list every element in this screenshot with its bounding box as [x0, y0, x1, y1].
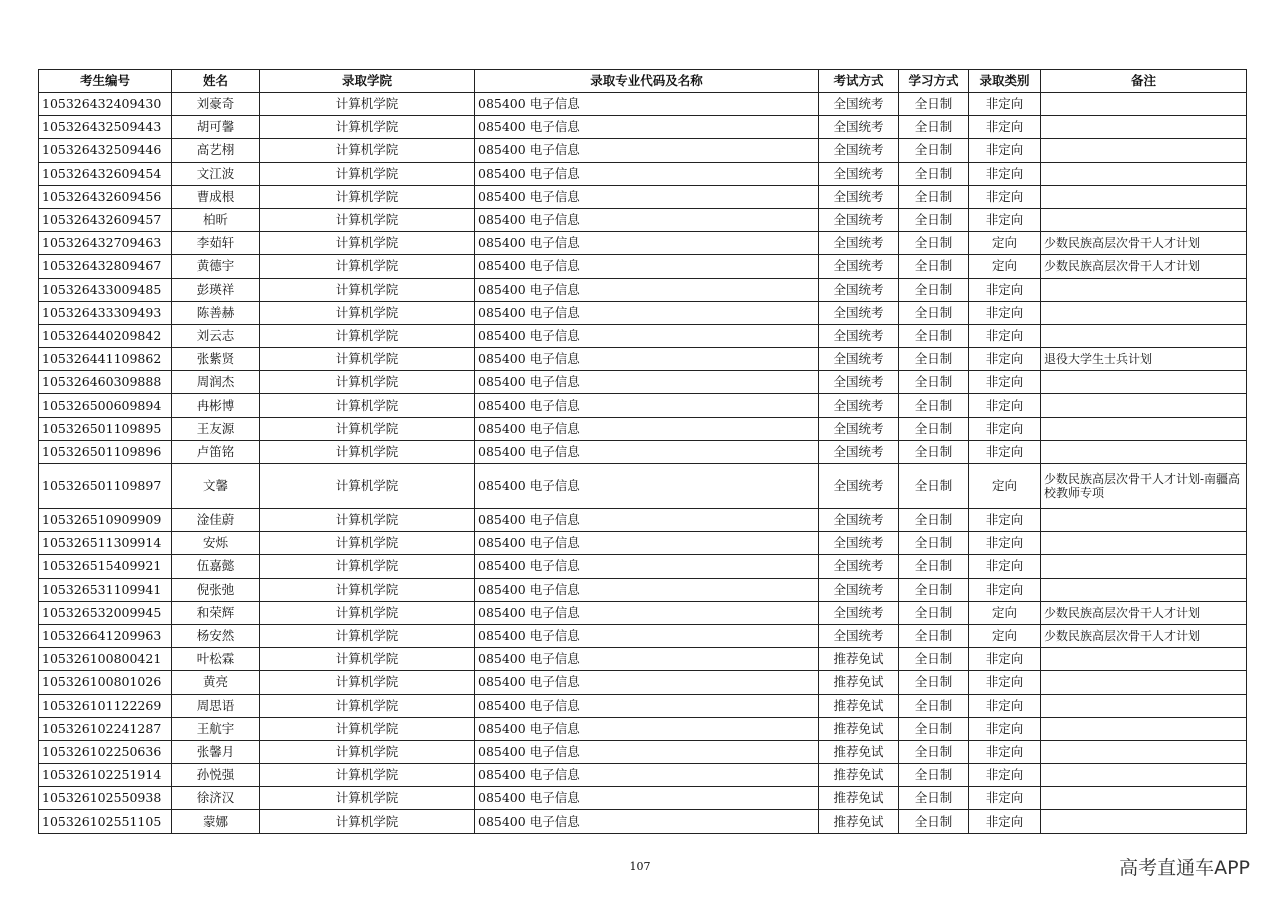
cell-major: 085400 电子信息: [475, 764, 819, 787]
cell-college: 计算机学院: [260, 578, 475, 601]
cell-admission-category: 非定向: [969, 185, 1041, 208]
cell-study-mode: 全日制: [899, 394, 969, 417]
cell-admission-category: 非定向: [969, 578, 1041, 601]
cell-college: 计算机学院: [260, 764, 475, 787]
cell-candidate-id: 105326102251914: [39, 764, 172, 787]
table-row: [39, 532, 1247, 555]
cell-candidate-id: 105326532009945: [39, 601, 172, 624]
table-row: [39, 694, 1247, 717]
cell-admission-category: 非定向: [969, 440, 1041, 463]
cell-name: 刘豪奇: [172, 93, 260, 116]
cell-name: 冉彬博: [172, 394, 260, 417]
cell-major: 085400 电子信息: [475, 348, 819, 371]
cell-exam-type: 全国统考: [819, 601, 899, 624]
cell-major: 085400 电子信息: [475, 601, 819, 624]
cell-study-mode: 全日制: [899, 440, 969, 463]
cell-major: 085400 电子信息: [475, 532, 819, 555]
table-row: [39, 671, 1247, 694]
cell-exam-type: 全国统考: [819, 348, 899, 371]
cell-exam-type: 全国统考: [819, 162, 899, 185]
cell-study-mode: 全日制: [899, 348, 969, 371]
cell-admission-category: 非定向: [969, 787, 1041, 810]
cell-major: 085400 电子信息: [475, 787, 819, 810]
table-row: [39, 509, 1247, 532]
cell-college: 计算机学院: [260, 555, 475, 578]
cell-admission-category: 非定向: [969, 717, 1041, 740]
table-row: [39, 185, 1247, 208]
cell-exam-type: 全国统考: [819, 255, 899, 278]
table-row: [39, 208, 1247, 231]
cell-major: 085400 电子信息: [475, 671, 819, 694]
cell-name: 陈善赫: [172, 301, 260, 324]
cell-major: 085400 电子信息: [475, 278, 819, 301]
table-row: [39, 324, 1247, 347]
cell-study-mode: 全日制: [899, 116, 969, 139]
table-row: [39, 578, 1247, 601]
page-number: 107: [629, 860, 651, 873]
table-row: [39, 601, 1247, 624]
table-row: [39, 255, 1247, 278]
cell-remarks: [1041, 93, 1247, 116]
cell-name: 卢笛铭: [172, 440, 260, 463]
cell-exam-type: 全国统考: [819, 278, 899, 301]
cell-college: 计算机学院: [260, 278, 475, 301]
cell-name: 徐济汉: [172, 787, 260, 810]
table-row: [39, 417, 1247, 440]
cell-remarks: [1041, 394, 1247, 417]
cell-exam-type: 全国统考: [819, 208, 899, 231]
cell-college: 计算机学院: [260, 394, 475, 417]
cell-candidate-id: 105326432509443: [39, 116, 172, 139]
header-name: 姓名: [172, 70, 260, 93]
cell-study-mode: 全日制: [899, 694, 969, 717]
cell-college: 计算机学院: [260, 93, 475, 116]
cell-major: 085400 电子信息: [475, 555, 819, 578]
cell-candidate-id: 105326501109897: [39, 464, 172, 509]
cell-study-mode: 全日制: [899, 764, 969, 787]
cell-study-mode: 全日制: [899, 671, 969, 694]
cell-exam-type: 全国统考: [819, 624, 899, 647]
cell-name: 叶松霖: [172, 648, 260, 671]
cell-exam-type: 全国统考: [819, 578, 899, 601]
table-row: [39, 648, 1247, 671]
cell-candidate-id: 105326440209842: [39, 324, 172, 347]
cell-major: 085400 电子信息: [475, 394, 819, 417]
table-row: [39, 162, 1247, 185]
cell-major: 085400 电子信息: [475, 162, 819, 185]
cell-admission-category: 非定向: [969, 162, 1041, 185]
cell-exam-type: 全国统考: [819, 555, 899, 578]
cell-major: 085400 电子信息: [475, 464, 819, 509]
cell-name: 柏昕: [172, 208, 260, 231]
cell-college: 计算机学院: [260, 162, 475, 185]
cell-study-mode: 全日制: [899, 301, 969, 324]
cell-admission-category: 非定向: [969, 509, 1041, 532]
cell-admission-category: 非定向: [969, 532, 1041, 555]
cell-college: 计算机学院: [260, 139, 475, 162]
cell-major: 085400 电子信息: [475, 255, 819, 278]
cell-study-mode: 全日制: [899, 532, 969, 555]
cell-major: 085400 电子信息: [475, 578, 819, 601]
cell-study-mode: 全日制: [899, 648, 969, 671]
cell-study-mode: 全日制: [899, 578, 969, 601]
cell-remarks: [1041, 162, 1247, 185]
cell-exam-type: 全国统考: [819, 185, 899, 208]
cell-admission-category: 非定向: [969, 648, 1041, 671]
cell-college: 计算机学院: [260, 208, 475, 231]
cell-remarks: [1041, 278, 1247, 301]
cell-exam-type: 推荐免试: [819, 787, 899, 810]
table-row: [39, 764, 1247, 787]
cell-admission-category: 非定向: [969, 810, 1041, 833]
cell-remarks: [1041, 371, 1247, 394]
cell-name: 周思语: [172, 694, 260, 717]
table-row: [39, 348, 1247, 371]
cell-study-mode: 全日制: [899, 624, 969, 647]
cell-candidate-id: 105326102241287: [39, 717, 172, 740]
cell-candidate-id: 105326500609894: [39, 394, 172, 417]
header-candidate-id: 考生编号: [39, 70, 172, 93]
cell-name: 安烁: [172, 532, 260, 555]
cell-remarks: 退役大学生士兵计划: [1041, 348, 1247, 371]
cell-exam-type: 推荐免试: [819, 717, 899, 740]
cell-name: 文江波: [172, 162, 260, 185]
cell-name: 倪张弛: [172, 578, 260, 601]
table-row: [39, 371, 1247, 394]
cell-college: 计算机学院: [260, 717, 475, 740]
table-row: [39, 440, 1247, 463]
cell-exam-type: 全国统考: [819, 532, 899, 555]
cell-study-mode: 全日制: [899, 509, 969, 532]
header-college: 录取学院: [260, 70, 475, 93]
cell-college: 计算机学院: [260, 255, 475, 278]
cell-study-mode: 全日制: [899, 601, 969, 624]
cell-college: 计算机学院: [260, 324, 475, 347]
cell-candidate-id: 105326433009485: [39, 278, 172, 301]
cell-remarks: [1041, 532, 1247, 555]
cell-candidate-id: 105326510909909: [39, 509, 172, 532]
table-row: [39, 717, 1247, 740]
cell-major: 085400 电子信息: [475, 509, 819, 532]
cell-admission-category: 非定向: [969, 208, 1041, 231]
cell-candidate-id: 105326460309888: [39, 371, 172, 394]
cell-remarks: [1041, 578, 1247, 601]
cell-study-mode: 全日制: [899, 417, 969, 440]
cell-college: 计算机学院: [260, 509, 475, 532]
cell-exam-type: 全国统考: [819, 93, 899, 116]
cell-exam-type: 推荐免试: [819, 694, 899, 717]
cell-major: 085400 电子信息: [475, 139, 819, 162]
cell-college: 计算机学院: [260, 232, 475, 255]
cell-exam-type: 全国统考: [819, 371, 899, 394]
cell-exam-type: 全国统考: [819, 324, 899, 347]
cell-candidate-id: 105326101122269: [39, 694, 172, 717]
cell-candidate-id: 105326432809467: [39, 255, 172, 278]
cell-candidate-id: 105326511309914: [39, 532, 172, 555]
header-major: 录取专业代码及名称: [475, 70, 819, 93]
cell-remarks: [1041, 185, 1247, 208]
cell-remarks: [1041, 810, 1247, 833]
cell-candidate-id: 105326641209963: [39, 624, 172, 647]
cell-admission-category: 非定向: [969, 348, 1041, 371]
cell-name: 高艺栩: [172, 139, 260, 162]
cell-remarks: [1041, 671, 1247, 694]
cell-candidate-id: 105326432609454: [39, 162, 172, 185]
cell-major: 085400 电子信息: [475, 810, 819, 833]
cell-candidate-id: 105326501109896: [39, 440, 172, 463]
cell-candidate-id: 105326432409430: [39, 93, 172, 116]
cell-study-mode: 全日制: [899, 371, 969, 394]
cell-exam-type: 推荐免试: [819, 740, 899, 763]
cell-college: 计算机学院: [260, 371, 475, 394]
cell-admission-category: 非定向: [969, 93, 1041, 116]
cell-candidate-id: 105326531109941: [39, 578, 172, 601]
cell-name: 黄德宇: [172, 255, 260, 278]
cell-name: 蒙娜: [172, 810, 260, 833]
cell-study-mode: 全日制: [899, 717, 969, 740]
cell-college: 计算机学院: [260, 440, 475, 463]
cell-admission-category: 定向: [969, 464, 1041, 509]
cell-name: 伍嘉懿: [172, 555, 260, 578]
cell-major: 085400 电子信息: [475, 232, 819, 255]
cell-name: 王航宇: [172, 717, 260, 740]
cell-exam-type: 推荐免试: [819, 648, 899, 671]
cell-major: 085400 电子信息: [475, 301, 819, 324]
cell-remarks: [1041, 694, 1247, 717]
watermark: 高考直通车APP: [1119, 857, 1250, 879]
table-row: [39, 301, 1247, 324]
cell-admission-category: 非定向: [969, 116, 1041, 139]
cell-admission-category: 非定向: [969, 371, 1041, 394]
cell-name: 淦佳蔚: [172, 509, 260, 532]
cell-remarks: 少数民族高层次骨干人才计划-南疆高校教师专项: [1041, 464, 1247, 509]
cell-name: 曹成根: [172, 185, 260, 208]
cell-study-mode: 全日制: [899, 810, 969, 833]
cell-college: 计算机学院: [260, 116, 475, 139]
cell-name: 李茹轩: [172, 232, 260, 255]
cell-name: 王友源: [172, 417, 260, 440]
cell-major: 085400 电子信息: [475, 694, 819, 717]
admission-table: [38, 69, 1247, 834]
cell-college: 计算机学院: [260, 694, 475, 717]
cell-college: 计算机学院: [260, 601, 475, 624]
cell-name: 张紫贤: [172, 348, 260, 371]
cell-college: 计算机学院: [260, 648, 475, 671]
cell-study-mode: 全日制: [899, 93, 969, 116]
cell-admission-category: 非定向: [969, 324, 1041, 347]
cell-major: 085400 电子信息: [475, 717, 819, 740]
cell-candidate-id: 105326100801026: [39, 671, 172, 694]
header-remarks: 备注: [1041, 70, 1247, 93]
cell-admission-category: 定向: [969, 601, 1041, 624]
cell-study-mode: 全日制: [899, 464, 969, 509]
cell-study-mode: 全日制: [899, 255, 969, 278]
table-row: [39, 624, 1247, 647]
cell-remarks: [1041, 648, 1247, 671]
cell-name: 文馨: [172, 464, 260, 509]
cell-remarks: [1041, 139, 1247, 162]
cell-remarks: [1041, 324, 1247, 347]
cell-name: 杨安然: [172, 624, 260, 647]
cell-college: 计算机学院: [260, 301, 475, 324]
cell-major: 085400 电子信息: [475, 324, 819, 347]
cell-admission-category: 非定向: [969, 671, 1041, 694]
header-admission-category: 录取类别: [969, 70, 1041, 93]
cell-name: 孙悦强: [172, 764, 260, 787]
cell-college: 计算机学院: [260, 417, 475, 440]
cell-name: 黄亮: [172, 671, 260, 694]
table-row: [39, 278, 1247, 301]
cell-candidate-id: 105326432709463: [39, 232, 172, 255]
cell-candidate-id: 105326102550938: [39, 787, 172, 810]
cell-admission-category: 非定向: [969, 394, 1041, 417]
cell-study-mode: 全日制: [899, 162, 969, 185]
cell-college: 计算机学院: [260, 787, 475, 810]
cell-study-mode: 全日制: [899, 324, 969, 347]
cell-major: 085400 电子信息: [475, 648, 819, 671]
cell-admission-category: 非定向: [969, 139, 1041, 162]
cell-candidate-id: 105326515409921: [39, 555, 172, 578]
cell-remarks: 少数民族高层次骨干人才计划: [1041, 255, 1247, 278]
cell-major: 085400 电子信息: [475, 116, 819, 139]
cell-name: 胡可馨: [172, 116, 260, 139]
cell-major: 085400 电子信息: [475, 417, 819, 440]
table-row: [39, 787, 1247, 810]
table-row: [39, 139, 1247, 162]
cell-major: 085400 电子信息: [475, 93, 819, 116]
cell-college: 计算机学院: [260, 348, 475, 371]
cell-major: 085400 电子信息: [475, 740, 819, 763]
cell-name: 和荣辉: [172, 601, 260, 624]
cell-candidate-id: 105326432609457: [39, 208, 172, 231]
cell-candidate-id: 105326432509446: [39, 139, 172, 162]
cell-name: 刘云志: [172, 324, 260, 347]
cell-study-mode: 全日制: [899, 139, 969, 162]
cell-remarks: [1041, 116, 1247, 139]
table-row: [39, 740, 1247, 763]
cell-remarks: [1041, 440, 1247, 463]
cell-major: 085400 电子信息: [475, 208, 819, 231]
cell-exam-type: 全国统考: [819, 417, 899, 440]
cell-exam-type: 全国统考: [819, 116, 899, 139]
cell-remarks: [1041, 509, 1247, 532]
cell-college: 计算机学院: [260, 532, 475, 555]
cell-college: 计算机学院: [260, 810, 475, 833]
cell-admission-category: 定向: [969, 232, 1041, 255]
table-row: [39, 116, 1247, 139]
cell-remarks: [1041, 764, 1247, 787]
cell-candidate-id: 105326501109895: [39, 417, 172, 440]
cell-remarks: [1041, 717, 1247, 740]
cell-candidate-id: 105326432609456: [39, 185, 172, 208]
header-study-mode: 学习方式: [899, 70, 969, 93]
cell-candidate-id: 105326100800421: [39, 648, 172, 671]
cell-name: 周润杰: [172, 371, 260, 394]
cell-college: 计算机学院: [260, 624, 475, 647]
cell-college: 计算机学院: [260, 671, 475, 694]
cell-remarks: [1041, 555, 1247, 578]
table-row: [39, 810, 1247, 833]
cell-remarks: [1041, 301, 1247, 324]
cell-exam-type: 全国统考: [819, 440, 899, 463]
cell-college: 计算机学院: [260, 464, 475, 509]
cell-college: 计算机学院: [260, 740, 475, 763]
cell-exam-type: 全国统考: [819, 464, 899, 509]
cell-exam-type: 全国统考: [819, 509, 899, 532]
table-row: [39, 93, 1247, 116]
cell-study-mode: 全日制: [899, 787, 969, 810]
cell-name: 张馨月: [172, 740, 260, 763]
cell-candidate-id: 105326102551105: [39, 810, 172, 833]
cell-admission-category: 非定向: [969, 740, 1041, 763]
cell-admission-category: 非定向: [969, 694, 1041, 717]
table-row: [39, 232, 1247, 255]
table-row: [39, 394, 1247, 417]
table-header-row: [39, 70, 1247, 93]
cell-major: 085400 电子信息: [475, 371, 819, 394]
cell-remarks: 少数民族高层次骨干人才计划: [1041, 624, 1247, 647]
cell-major: 085400 电子信息: [475, 624, 819, 647]
cell-candidate-id: 105326102250636: [39, 740, 172, 763]
cell-remarks: [1041, 417, 1247, 440]
cell-name: 彭瑛祥: [172, 278, 260, 301]
cell-remarks: 少数民族高层次骨干人才计划: [1041, 601, 1247, 624]
cell-exam-type: 全国统考: [819, 301, 899, 324]
cell-major: 085400 电子信息: [475, 440, 819, 463]
cell-exam-type: 全国统考: [819, 139, 899, 162]
cell-college: 计算机学院: [260, 185, 475, 208]
table-row: [39, 555, 1247, 578]
cell-exam-type: 全国统考: [819, 232, 899, 255]
cell-remarks: 少数民族高层次骨干人才计划: [1041, 232, 1247, 255]
cell-remarks: [1041, 740, 1247, 763]
cell-candidate-id: 105326433309493: [39, 301, 172, 324]
cell-exam-type: 推荐免试: [819, 810, 899, 833]
cell-remarks: [1041, 787, 1247, 810]
cell-admission-category: 非定向: [969, 417, 1041, 440]
cell-exam-type: 全国统考: [819, 394, 899, 417]
table-row: [39, 464, 1247, 509]
cell-admission-category: 非定向: [969, 278, 1041, 301]
cell-study-mode: 全日制: [899, 208, 969, 231]
cell-study-mode: 全日制: [899, 555, 969, 578]
cell-candidate-id: 105326441109862: [39, 348, 172, 371]
header-exam-type: 考试方式: [819, 70, 899, 93]
cell-admission-category: 定向: [969, 624, 1041, 647]
cell-admission-category: 非定向: [969, 555, 1041, 578]
cell-remarks: [1041, 208, 1247, 231]
cell-study-mode: 全日制: [899, 185, 969, 208]
cell-admission-category: 非定向: [969, 764, 1041, 787]
cell-exam-type: 推荐免试: [819, 764, 899, 787]
cell-study-mode: 全日制: [899, 740, 969, 763]
cell-major: 085400 电子信息: [475, 185, 819, 208]
cell-admission-category: 非定向: [969, 301, 1041, 324]
cell-admission-category: 定向: [969, 255, 1041, 278]
cell-exam-type: 推荐免试: [819, 671, 899, 694]
cell-study-mode: 全日制: [899, 232, 969, 255]
cell-study-mode: 全日制: [899, 278, 969, 301]
